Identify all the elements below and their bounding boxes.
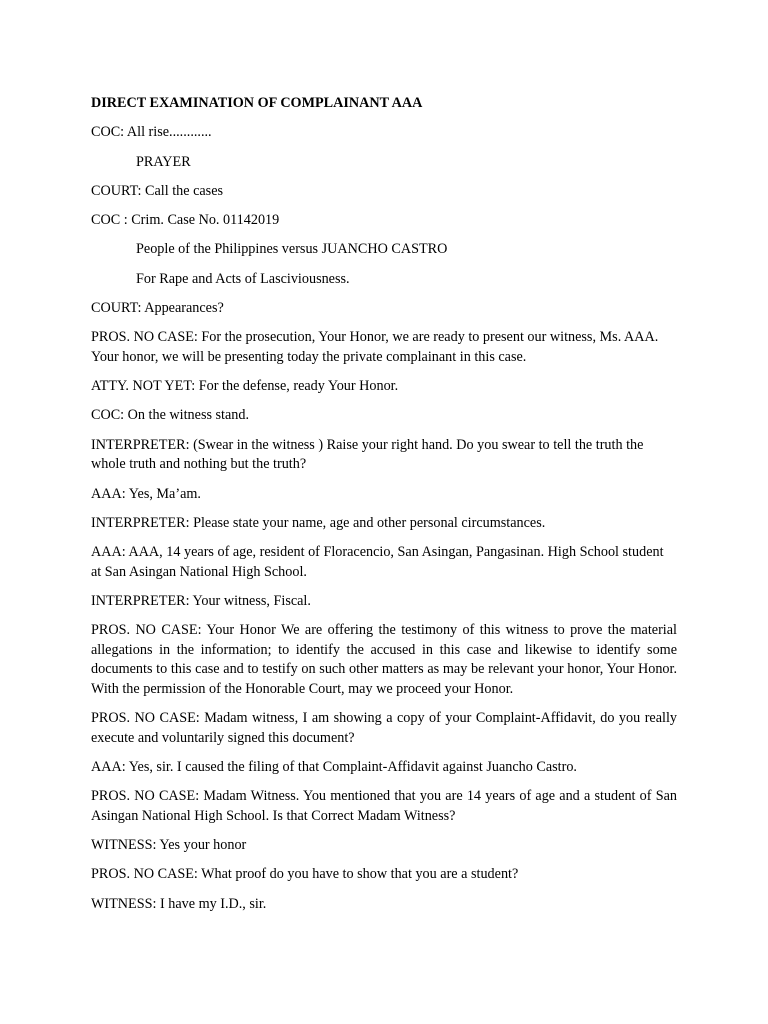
transcript-line-aaa-personal-circumstances: AAA: AAA, 14 years of age, resident of Floracencio, San Asingan, Pangasinan. High School student at San Asingan National High School. — [91, 544, 664, 580]
transcript-line-prosecution-proof-question: PROS. NO CASE: What proof do you have to show that you are a student? — [91, 866, 519, 883]
transcript-line-court-appearances: COURT: Appearances? — [91, 300, 224, 317]
transcript-line-defense-appearance: ATTY. NOT YET: For the defense, ready Your Honor. — [91, 378, 399, 395]
transcript-line-court-call-cases: COURT: Call the cases — [91, 182, 224, 199]
transcript-line-aaa-affidavit-answer: AAA: Yes, sir. I caused the filing of that Complaint-Affidavit against Juancho Castro. — [91, 758, 577, 775]
transcript-line-prayer: PRAYER — [136, 153, 191, 170]
transcript-line-interpreter-state-name: INTERPRETER: Please state your name, age and other personal circumstances. — [91, 514, 546, 531]
transcript-line-interpreter-your-witness: INTERPRETER: Your witness, Fiscal. — [91, 592, 311, 609]
transcript-line-coc-witness-stand: COC: On the witness stand. — [91, 407, 250, 424]
transcript-line-prosecution-offer: PROS. NO CASE: Your Honor We are offering the testimony of this witness to prove the material allegations in the information; to identify the accused in this case and likewise to identify some documents to this case and to testify on such other matters as may be relevant your honor, Your Honor. With the permission of the Honorable Court, may we proceed your Honor. — [91, 622, 677, 697]
transcript-line-witness-yes-honor: WITNESS: Yes your honor — [91, 836, 247, 853]
transcript-line-prosecution-appearance: PROS. NO CASE: For the prosecution, Your Honor, we are ready to present our witness, Ms. AAA. Your honor, we will be presenting today the private complainant in this case. — [91, 329, 659, 365]
transcript-line-case-charges: For Rape and Acts of Lasciviousness. — [136, 270, 350, 287]
transcript-line-witness-id-answer: WITNESS: I have my I.D., sir. — [91, 895, 267, 912]
transcript-line-coc-all-rise: COC: All rise............ — [91, 124, 212, 141]
document-title: DIRECT EXAMINATION OF COMPLAINANT AAA — [91, 95, 423, 111]
document-page — [91, 94, 677, 924]
transcript-line-case-parties: People of the Philippines versus JUANCHO CASTRO — [136, 241, 448, 258]
transcript-line-interpreter-oath: INTERPRETER: (Swear in the witness ) Raise your right hand. Do you swear to tell the truth the whole truth and nothing but the truth? — [91, 436, 644, 473]
transcript-line-aaa-yes: AAA: Yes, Ma’am. — [91, 485, 201, 502]
transcript-line-prosecution-age-question: PROS. NO CASE: Madam Witness. You mentioned that you are 14 years of age and a student of San Asingan National High School. Is that Correct Madam Witness? — [91, 788, 677, 824]
transcript-line-coc-case-number: COC : Crim. Case No. 01142019 — [91, 212, 280, 229]
transcript-line-prosecution-affidavit-question: PROS. NO CASE: Madam witness, I am showing a copy of your Complaint-Affidavit, do you really execute and voluntarily signed this document? — [91, 710, 677, 746]
